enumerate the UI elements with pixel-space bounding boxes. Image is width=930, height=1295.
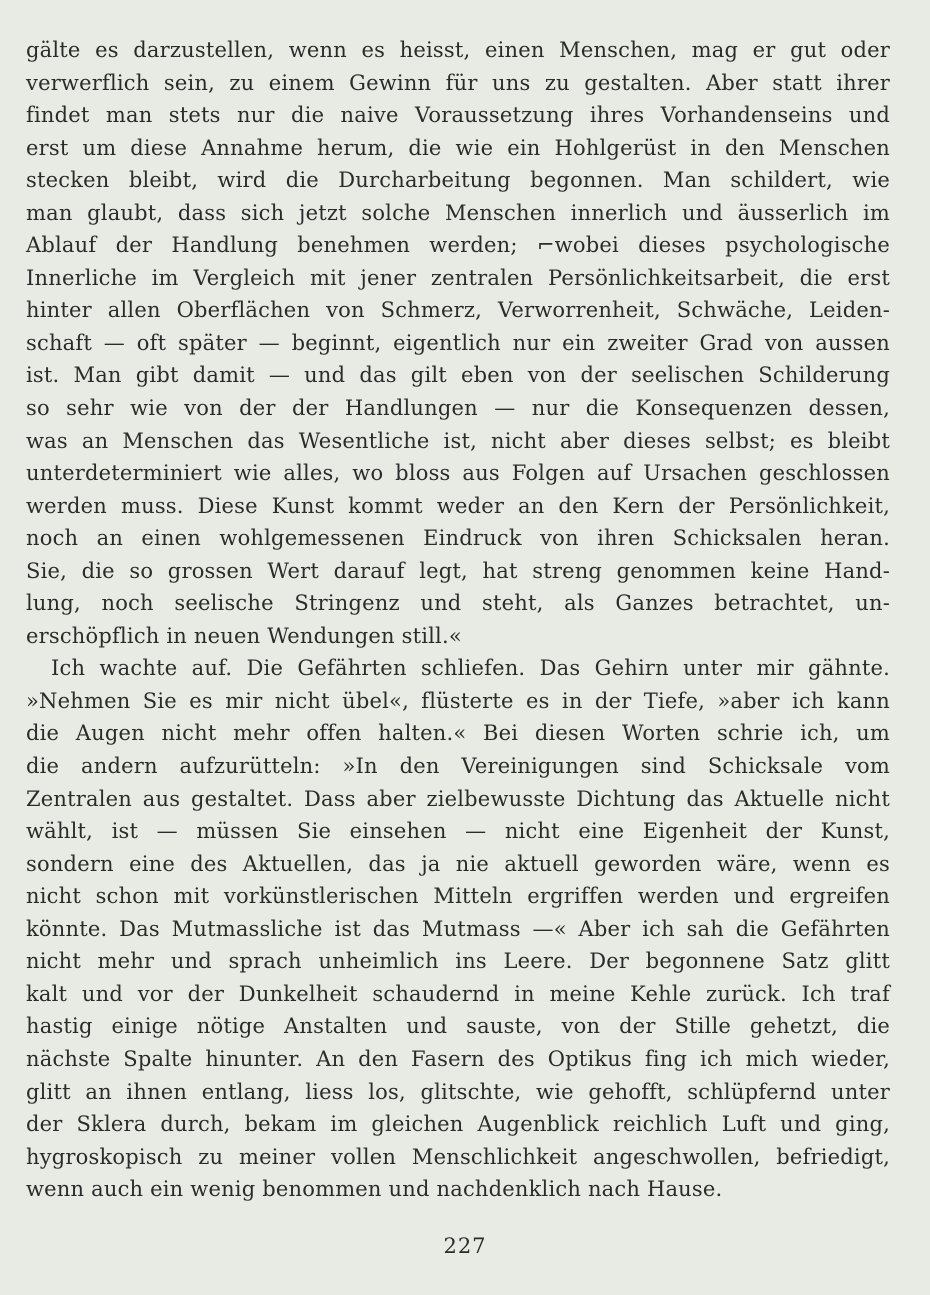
text-line: Ablauf der Handlung benehmen werden; ⌐wobei dieses psychologische (26, 233, 890, 258)
text-line: die Augen nicht mehr offen halten.« Bei diesen Worten schrie ich, um (26, 721, 890, 746)
text-line: Innerliche im Vergleich mit jener zentralen Persönlichkeitsarbeit, die erst (26, 265, 890, 290)
text-line: Ich wachte auf. Die Gefährten schliefen. Das Gehirn unter mir gähnte. (51, 656, 890, 681)
text-line: hygroskopisch zu meiner vollen Menschlichkeit angeschwollen, befriedigt, (26, 1144, 890, 1169)
text-line: wenn auch ein wenig benommen und nachdenklich nach Hause. (26, 1177, 723, 1202)
text-line: sondern eine des Aktuellen, das ja nie aktuell geworden wäre, wenn es (26, 851, 890, 876)
page-text (26, 34, 890, 1206)
text-line: so sehr wie von der der Handlungen — nur die Konsequenzen dessen, (26, 396, 890, 421)
text-line: hinter allen Oberflächen von Schmerz, Verworrenheit, Schwäche, Leiden- (26, 298, 890, 323)
paragraph-1 (26, 34, 890, 652)
text-line: »Nehmen Sie es mir nicht übel«, flüsterte es in der Tiefe, »aber ich kann (26, 688, 890, 713)
text-line: unterdeterminiert wie alles, wo bloss aus Folgen auf Ursachen geschlossen (26, 461, 890, 486)
text-line: werden muss. Diese Kunst kommt weder an den Kern der Persönlichkeit, (26, 493, 890, 518)
text-line: schaft — oft später — beginnt, eigentlich nur ein zweiter Grad von aussen (26, 330, 890, 355)
text-line: was an Menschen das Wesentliche ist, nicht aber dieses selbst; es bleibt (26, 428, 890, 453)
text-line: nicht mehr und sprach unheimlich ins Leere. Der begonnene Satz glitt (26, 949, 890, 974)
text-line: könnte. Das Mutmassliche ist das Mutmass —« Aber ich sah die Gefährten (26, 916, 890, 941)
page-number: 227 (443, 1234, 487, 1258)
text-line: nächste Spalte hinunter. An den Fasern des Optikus fing ich mich wieder, (26, 1046, 890, 1071)
text-line: Zentralen aus gestaltet. Dass aber zielbewusste Dichtung das Aktuelle nicht (26, 786, 890, 811)
text-line: der Sklera durch, bekam im gleichen Augenblick reichlich Luft und ging, (26, 1112, 890, 1137)
paragraph-2 (26, 652, 890, 1205)
text-line: hastig einige nötige Anstalten und sauste, von der Stille gehetzt, die (26, 1014, 890, 1039)
text-line: kalt und vor der Dunkelheit schaudernd in meine Kehle zurück. Ich traf (26, 981, 890, 1006)
text-line: stecken bleibt, wird die Durcharbeitung begonnen. Man schildert, wie (26, 168, 890, 193)
text-line: gälte es darzustellen, wenn es heisst, einen Menschen, mag er gut oder (26, 38, 890, 62)
text-line: noch an einen wohlgemessenen Eindruck von ihren Schicksalen heran. (26, 526, 890, 551)
text-line: man glaubt, dass sich jetzt solche Menschen innerlich und äusserlich im (26, 200, 890, 225)
text-line: lung, noch seelische Stringenz und steht, als Ganzes betrachtet, un- (26, 591, 890, 616)
text-line: erst um diese Annahme herum, die wie ein Hohlgerüst in den Menschen (26, 135, 890, 160)
text-line: findet man stets nur die naive Voraussetzung ihres Vorhandenseins und (26, 103, 890, 128)
text-line: erschöpflich in neuen Wendungen still.« (26, 623, 462, 648)
text-line: Sie, die so grossen Wert darauf legt, hat streng genommen keine Hand- (26, 558, 890, 583)
text-line: glitt an ihnen entlang, liess los, glitschte, wie gehofft, schlüpfernd unter (26, 1079, 890, 1104)
text-line: verwerflich sein, zu einem Gewinn für uns zu gestalten. Aber statt ihrer (26, 70, 890, 95)
text-line: die andern aufzurütteln: »In den Vereinigungen sind Schicksale vom (26, 754, 890, 779)
text-line: nicht schon mit vorkünstlerischen Mitteln ergriffen werden und ergreifen (26, 884, 890, 909)
text-line: wählt, ist — müssen Sie einsehen — nicht eine Eigenheit der Kunst, (26, 819, 890, 844)
text-line: ist. Man gibt damit — und das gilt eben von der seelischen Schilderung (26, 363, 890, 388)
